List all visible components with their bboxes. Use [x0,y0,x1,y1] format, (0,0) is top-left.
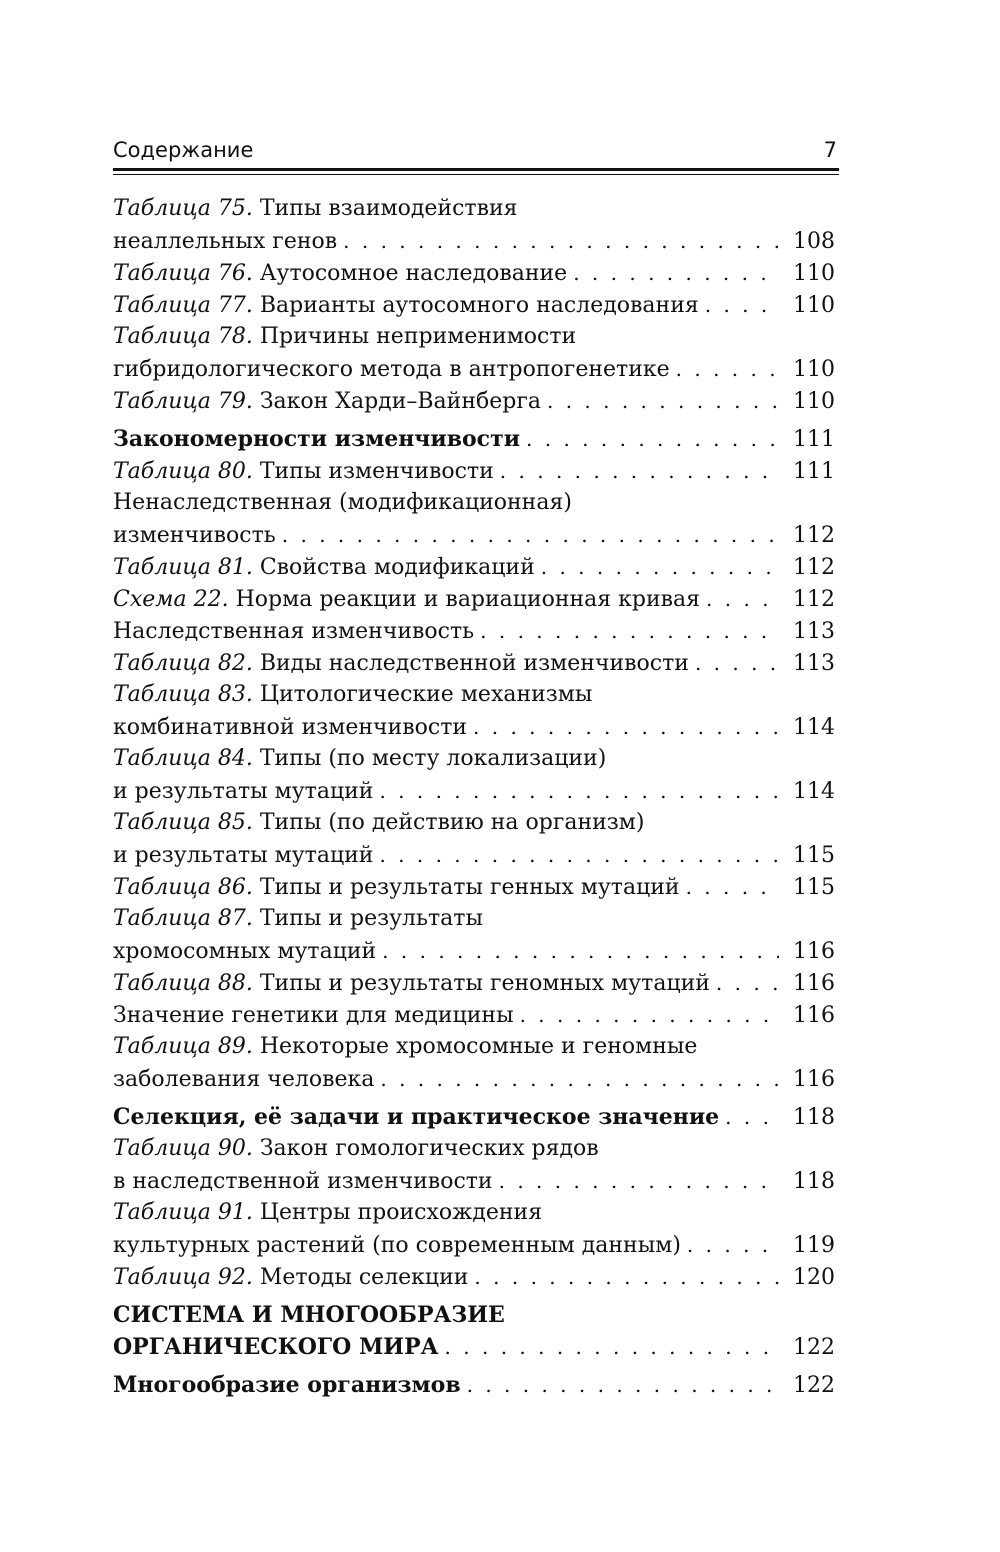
toc-entry-text: комбинативной изменчивости [113,715,468,740]
toc-entry-title [113,456,494,488]
toc-entry [113,1261,835,1293]
toc-entry-text: Аутосомное наследование [252,261,568,286]
toc-entry-text: Закономерности изменчивости [113,426,521,452]
dot-leader [445,1331,779,1363]
table-of-contents [113,193,835,1401]
dot-leader [474,1261,779,1293]
dot-leader [500,455,779,487]
toc-page-number: 115 [793,875,835,900]
toc-entry [113,935,835,967]
toc-page-number: 118 [793,1105,835,1130]
toc-entry-text: Типы и результаты генных мутаций [252,875,680,900]
toc-entry [113,1369,835,1401]
toc-entry-title [113,193,518,225]
toc-entry-text: Ненаследственная (модификационная) [113,490,572,515]
toc-entry-title [113,648,689,680]
toc-entry-title [113,321,576,353]
dot-leader [379,839,779,871]
toc-entry-label: Таблица 76. [113,261,253,286]
toc-page-number: 110 [793,293,835,318]
toc-page-number: 112 [793,523,835,548]
toc-entry-label: Таблица 79. [113,389,253,414]
toc-entry-title [113,936,376,968]
toc-page-number: 115 [793,843,835,868]
toc-entry [113,321,835,353]
toc-entry [113,1101,835,1133]
toc-entry [113,289,835,321]
toc-entry [113,615,835,647]
toc-page-number: 113 [793,619,835,644]
toc-entry-label: Таблица 81. [113,555,253,580]
toc-entry-title [113,1262,468,1294]
toc-entry-text: и результаты мутаций [113,779,374,804]
toc-entry-text: культурных растений (по современным данным) [113,1233,681,1258]
toc-entry [113,1331,835,1363]
toc-page-number: 116 [793,939,835,964]
toc-entry-text: Типы (по месту локализации) [252,746,607,771]
dot-leader [526,423,779,455]
toc-entry-label: Таблица 88. [113,971,253,996]
toc-page-number: 122 [793,1335,835,1360]
toc-entry-title [113,1299,505,1331]
toc-page-number: 108 [793,229,835,254]
toc-entry [113,807,835,839]
dot-leader [706,583,779,615]
toc-entry-label: Таблица 91. [113,1200,253,1225]
toc-entry-text: Закон Харди–Вайнберга [252,389,541,414]
toc-entry-title [113,1101,719,1133]
toc-entry [113,903,835,935]
toc-entry-title [113,584,700,616]
toc-entry-title [113,226,337,258]
toc-entry-text: изменчивость [113,523,276,548]
toc-entry [113,487,835,519]
toc-entry [113,583,835,615]
toc-entry-text: Наследственная изменчивость [113,619,475,644]
toc-page-number: 116 [793,971,835,996]
dot-leader [716,967,779,999]
toc-entry-text: Некоторые хромосомные и геномные [252,1034,698,1059]
toc-entry-title [113,743,606,775]
toc-entry [113,423,835,455]
toc-entry-text: Виды наследственной изменчивости [252,651,689,676]
toc-entry [113,679,835,711]
toc-entry [113,1299,835,1331]
toc-entry-text: Типы и результаты геномных мутаций [252,971,710,996]
dot-leader [687,1229,779,1261]
toc-entry-label: Таблица 85. [113,810,253,835]
dot-leader [382,935,779,967]
dot-leader [480,615,779,647]
toc-entry-text: Значение генетики для медицины [113,1003,514,1028]
toc-page-number: 118 [793,1169,835,1194]
toc-entry-text: Свойства модификаций [252,555,535,580]
toc-entry-label: Таблица 77. [113,293,253,318]
toc-entry-title [113,386,541,418]
toc-entry [113,1063,835,1095]
toc-entry-label: Таблица 84. [113,746,253,771]
toc-entry [113,871,835,903]
toc-entry-text: гибридологического метода в антропогенетике [113,357,670,382]
toc-entry-text: СИСТЕМА И МНОГООБРАЗИЕ [113,1302,505,1328]
toc-entry-label: Схема 22. [113,587,229,612]
toc-entry-text: Закон гомологических рядов [252,1136,599,1161]
toc-entry-label: Таблица 82. [113,651,253,676]
page-header [113,138,839,168]
toc-entry-title [113,1000,514,1032]
toc-entry-title [113,290,699,322]
toc-entry [113,743,835,775]
toc-entry-title [113,423,520,455]
toc-entry [113,775,835,807]
toc-entry-title [113,872,680,904]
toc-entry-label: Таблица 78. [113,324,253,349]
toc-entry-label: Таблица 75. [113,196,253,221]
toc-entry-label: Таблица 90. [113,1136,253,1161]
toc-entry-label: Таблица 80. [113,459,253,484]
toc-entry-text: Типы взаимодействия [252,196,518,221]
toc-entry [113,551,835,583]
toc-entry [113,1197,835,1229]
header-rule-thin [113,174,839,175]
toc-entry-title [113,1197,542,1229]
toc-entry-title [113,1064,374,1096]
toc-entry [113,385,835,417]
toc-entry-title [113,616,474,648]
toc-page-number: 110 [793,357,835,382]
toc-entry-title [113,776,373,808]
toc-entry-text: Типы изменчивости [252,459,494,484]
toc-entry [113,257,835,289]
toc-page-number: 116 [793,1067,835,1092]
header-rule-thick [113,168,839,171]
toc-entry-title [113,1369,461,1401]
toc-entry [113,1229,835,1261]
toc-page-number: 112 [793,587,835,612]
toc-entry-text: и результаты мутаций [113,843,374,868]
toc-entry-text: Многообразие организмов [113,1372,461,1398]
toc-entry [113,647,835,679]
toc-entry [113,193,835,225]
dot-leader [541,551,779,583]
dot-leader [676,353,779,385]
toc-entry-title [113,679,592,711]
toc-entry-text: Селекция, её задачи и практическое значение [113,1104,720,1130]
toc-page-number: 116 [793,1003,835,1028]
running-title: Содержание [113,138,254,162]
toc-entry [113,353,835,385]
toc-page-number: 119 [793,1233,835,1258]
toc-entry-title [113,487,572,519]
dot-leader [547,385,779,417]
dot-leader [499,1165,779,1197]
dot-leader [686,871,779,903]
dot-leader [573,257,779,289]
toc-entry-title [113,712,467,744]
toc-entry-text: Цитологические механизмы [252,682,593,707]
toc-entry-title [113,1331,439,1363]
toc-entry-text: заболевания человека [113,1067,375,1092]
toc-entry-label: Таблица 87. [113,906,253,931]
dot-leader [520,999,779,1031]
toc-entry-text: Причины неприменимости [252,324,577,349]
toc-entry [113,225,835,257]
dot-leader [343,225,779,257]
toc-entry [113,1133,835,1165]
toc-entry-text: Типы (по действию на организм) [252,810,645,835]
dot-leader [379,775,779,807]
toc-entry-label: Таблица 83. [113,682,253,707]
toc-entry-label: Таблица 89. [113,1034,253,1059]
toc-entry-title [113,1230,681,1262]
toc-entry-title [113,1166,493,1198]
toc-entry-title [113,968,710,1000]
toc-entry-text: Норма реакции и вариационная кривая [228,587,701,612]
toc-entry-title [113,258,567,290]
toc-page-number: 114 [793,715,835,740]
toc-entry-title [113,903,483,935]
dot-leader [705,289,779,321]
toc-entry-text: хромосомных мутаций [113,939,377,964]
page-number: 7 [823,138,837,162]
toc-entry [113,999,835,1031]
toc-entry-text: ОРГАНИЧЕСКОГО МИРА [113,1334,439,1360]
toc-page-number: 112 [793,555,835,580]
toc-entry-title [113,520,276,552]
toc-entry-text: неаллельных генов [113,229,338,254]
dot-leader [282,519,779,551]
dot-leader [695,647,779,679]
toc-entry-text: Варианты аутосомного наследования [252,293,699,318]
toc-page-number: 110 [793,389,835,414]
toc-entry-title [113,1133,599,1165]
dot-leader [725,1101,779,1133]
dot-leader [380,1063,779,1095]
toc-entry [113,1165,835,1197]
toc-entry-title [113,354,670,386]
toc-page-number: 113 [793,651,835,676]
toc-entry-title [113,1031,697,1063]
toc-page-number: 111 [793,459,835,484]
toc-entry-title [113,840,373,872]
toc-entry-text: в наследственной изменчивости [113,1169,493,1194]
toc-entry [113,1031,835,1063]
toc-entry [113,711,835,743]
dot-leader [467,1369,779,1401]
toc-page-number: 110 [793,261,835,286]
toc-entry-text: Методы селекции [252,1265,469,1290]
toc-entry-title [113,807,645,839]
toc-page-number: 111 [793,427,835,452]
dot-leader [473,711,779,743]
toc-page-number: 122 [793,1373,835,1398]
toc-entry-label: Таблица 86. [113,875,253,900]
toc-page-number: 120 [793,1265,835,1290]
toc-entry [113,839,835,871]
toc-entry [113,967,835,999]
toc-page-number: 114 [793,779,835,804]
toc-entry-text: Центры происхождения [252,1200,543,1225]
toc-entry [113,455,835,487]
toc-entry-title [113,552,535,584]
toc-entry-text: Типы и результаты [252,906,483,931]
toc-entry [113,519,835,551]
toc-entry-label: Таблица 92. [113,1265,253,1290]
